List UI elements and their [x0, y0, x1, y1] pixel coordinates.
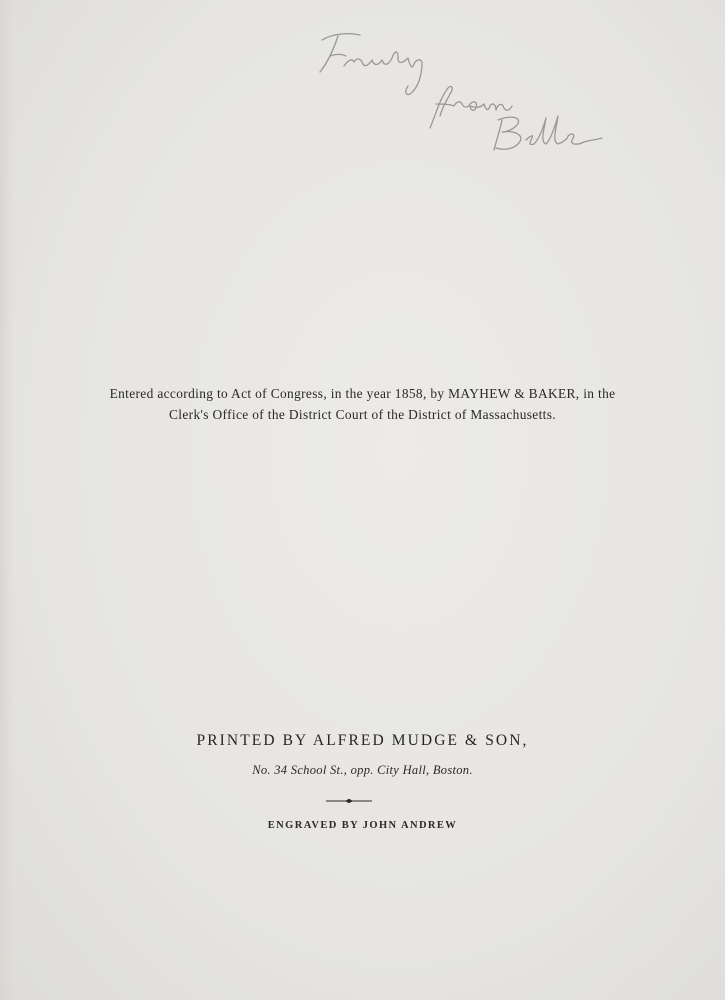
- copyright-notice-line-1: Entered according to Act of Congress, in the year 1858, by MAYHEW & BAKER, in the: [109, 386, 616, 401]
- handwritten-inscription: [300, 18, 620, 168]
- ornamental-divider: [326, 797, 372, 805]
- inscription-word-1-stroke: [330, 55, 346, 57]
- engraver-credit: ENGRAVED BY JOHN ANDREW: [267, 820, 458, 831]
- inscription-word-1-stroke: [322, 34, 360, 40]
- page-edge-shadow: [0, 0, 14, 1000]
- inscription-line-2: from: [430, 103, 459, 117]
- copyright-notice: [40, 383, 685, 425]
- copyright-notice-line-2: Clerk's Office of the District Court of the District of Massachusetts.: [168, 407, 557, 422]
- inscription-line-3: Belle: [496, 135, 527, 149]
- printer-imprint: PRINTED BY ALFRED MUDGE & SON,: [196, 732, 529, 749]
- inscription-script: [300, 18, 620, 168]
- inscription-word-3-stroke: [526, 116, 602, 145]
- inscription-line-1: Franky: [320, 57, 363, 71]
- printer-address: No. 34 School St., opp. City Hall, Boston.: [252, 763, 473, 777]
